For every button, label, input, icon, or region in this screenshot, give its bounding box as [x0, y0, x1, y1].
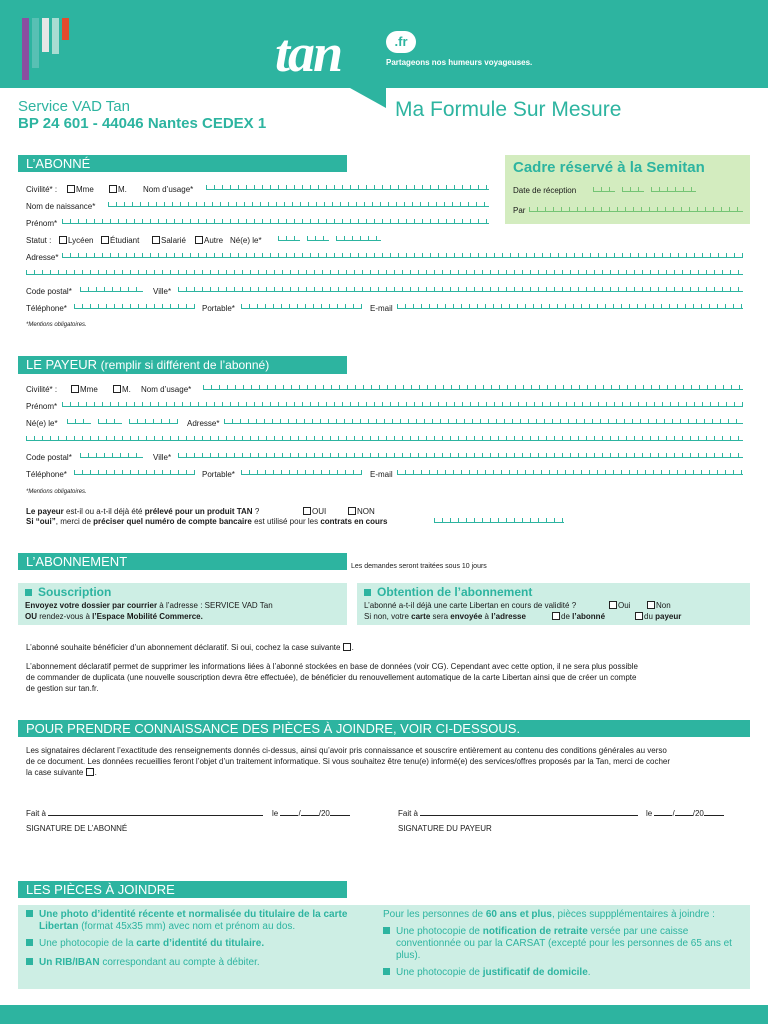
prenom-label: Prénom* [26, 219, 58, 228]
portable-field[interactable] [241, 300, 362, 309]
payeur-civilite-label: Civilité* : [26, 385, 58, 394]
payeur-adresse-field-1[interactable] [224, 415, 743, 424]
salarie-checkbox[interactable]: Salarié [152, 236, 186, 246]
payeur-birth-day[interactable] [67, 415, 91, 424]
newsletter-checkbox[interactable] [86, 768, 94, 776]
date-payeur: le / /20 [646, 807, 724, 819]
telephone-label: Téléphone* [26, 304, 67, 313]
declaratif-line: L’abonné souhaite bénéficier d’un abonnement déclaratif. Si oui, cochez la case suivante . [26, 643, 354, 652]
souscription-box [18, 583, 347, 625]
birth-day-field[interactable] [278, 232, 300, 241]
mme-checkbox[interactable]: Mme [67, 185, 94, 195]
section-pieces-info: POUR PRENDRE CONNAISSANCE DES PIÈCES À JOINDRE, VOIR CI-DESSOUS. [18, 720, 750, 737]
payeur-tel-label: Téléphone* [26, 470, 67, 479]
payeur-m-checkbox[interactable]: M. [113, 385, 131, 395]
m-checkbox[interactable]: M. [109, 185, 127, 195]
ville-field[interactable] [178, 283, 743, 292]
payeur-adresse-label: Adresse* [187, 419, 220, 428]
civilite-label: Civilité* : [26, 185, 58, 194]
payeur-email-field[interactable] [397, 466, 743, 475]
reserved-date-label: Date de réception [513, 186, 577, 195]
section-payeur: LE PAYEUR (remplir si différent de l’abonné) [18, 356, 347, 374]
payeur-account-field[interactable] [434, 514, 564, 523]
payeur-birth-month[interactable] [98, 415, 122, 424]
payeur-birth-year[interactable] [129, 415, 178, 424]
tan-logo: tan [275, 23, 342, 83]
portable-label: Portable* [202, 304, 235, 313]
fait-a-abonne: Fait à [26, 807, 263, 819]
birth-year-field[interactable] [336, 232, 381, 241]
statut-label: Statut : [26, 236, 52, 245]
souscription-line-1: Envoyez votre dossier par courrier à l’adresse : SERVICE VAD Tan [25, 601, 273, 610]
pieces-list-left: Une photo d’identité récente et normalisée du titulaire de la carte Libertan (format 45x35 mm) avec nom et prénom au dos. Une photocopie de la carte d’identité du titulaire. Un RIB/IBAN correspondant au compte à débiter. [26, 909, 374, 969]
nom-naissance-field[interactable] [108, 198, 489, 207]
payeur-prenom-field[interactable] [62, 398, 743, 407]
email-field[interactable] [397, 300, 743, 309]
color-stripes [22, 18, 72, 88]
tagline: Partageons nos humeurs voyageuses. [386, 58, 533, 67]
adresse-field-2[interactable] [26, 266, 743, 275]
header-notch [350, 88, 386, 108]
nom-usage-label: Nom d’usage* [143, 185, 194, 194]
payeur-question: Le payeur est-il ou a-t-il déjà été prélevé pour un produit TAN ? [26, 507, 260, 516]
souscription-title: Souscription [25, 585, 111, 599]
reserved-by-field[interactable] [529, 203, 743, 212]
section-abonnement: L’ABONNEMENT [18, 553, 347, 570]
logo-fr-badge: .fr [386, 31, 416, 53]
declaratif-paragraph: L’abonnement déclaratif permet de supprimer les informations liées à l’abonné stockées en base de données (voir CG). Cependant avec cette option, il ne sera plus possible de commander de duplicata (une nouvelle souscription devra être effectuée), de bénéficier du renouvellement automatique de la carte Libertan ainsi que de créer un compte de gestion sur tan.fr. [26, 662, 638, 693]
carte-oui-checkbox[interactable]: Oui [609, 601, 630, 611]
payeur-ville-field[interactable] [178, 449, 743, 458]
nom-usage-field[interactable] [206, 181, 489, 190]
fait-a-payeur: Fait à [398, 807, 638, 819]
header-band [0, 0, 768, 88]
payeur-oui-checkbox[interactable]: OUI [303, 507, 326, 517]
adresse-label: Adresse* [26, 253, 59, 262]
payeur-mentions-note: *Mentions obligatoires. [26, 489, 87, 495]
ville-label: Ville* [153, 287, 172, 296]
email-label: E-mail [370, 304, 393, 313]
nele-label: Né(e) le* [230, 236, 262, 245]
envoi-abonne-checkbox[interactable]: de l’abonné [552, 612, 605, 622]
section-abonne: L’ABONNÉ [18, 155, 347, 172]
payeur-nom-usage-label: Nom d’usage* [141, 385, 192, 394]
payeur-cp-field[interactable] [80, 449, 143, 458]
obtention-line-1: L’abonné a-t-il déjà une carte Libertan en cours de validité ? [364, 601, 577, 610]
payeur-nele-label: Né(e) le* [26, 419, 58, 428]
payeur-si-oui: Si “oui”, merci de préciser quel numéro de compte bancaire est utilisé pour les contrats en cours [26, 517, 388, 526]
souscription-line-2: OU rendez-vous à l’Espace Mobilité Commerce. [25, 612, 203, 621]
telephone-field[interactable] [74, 300, 195, 309]
mentions-note: *Mentions obligatoires. [26, 322, 87, 328]
adresse-field-1[interactable] [62, 249, 743, 258]
signature-payeur-label: SIGNATURE DU PAYEUR [398, 824, 492, 833]
service-address: Service VAD Tan BP 24 601 - 44046 Nantes CEDEX 1 [18, 98, 267, 132]
payeur-ville-label: Ville* [153, 453, 172, 462]
code-postal-label: Code postal* [26, 287, 72, 296]
reserved-by-label: Par [513, 206, 526, 215]
payeur-email-label: E-mail [370, 470, 393, 479]
lyceen-checkbox[interactable]: Lycéen [59, 236, 94, 246]
code-postal-field[interactable] [80, 283, 143, 292]
autre-checkbox[interactable]: Autre [195, 236, 223, 246]
payeur-cp-label: Code postal* [26, 453, 72, 462]
date-abonne: le / /20 [272, 807, 350, 819]
etudiant-checkbox[interactable]: Étudiant [101, 236, 139, 246]
footer-band [0, 1005, 768, 1024]
carte-non-checkbox[interactable]: Non [647, 601, 671, 611]
fait-a-payeur-field[interactable] [420, 807, 638, 816]
payeur-portable-label: Portable* [202, 470, 235, 479]
fait-a-abonne-field[interactable] [48, 807, 263, 816]
declaratif-checkbox[interactable] [343, 643, 351, 651]
obtention-box [357, 583, 750, 625]
payeur-portable-field[interactable] [241, 466, 362, 475]
reserved-date-field[interactable] [593, 183, 615, 192]
payeur-nom-usage-field[interactable] [203, 381, 743, 390]
birth-month-field[interactable] [307, 232, 329, 241]
signature-abonne-label: SIGNATURE DE L’ABONNÉ [26, 824, 128, 833]
envoi-payeur-checkbox[interactable]: du payeur [635, 612, 681, 622]
payeur-non-checkbox[interactable]: NON [348, 507, 375, 517]
form-title: Ma Formule Sur Mesure [395, 98, 622, 121]
prenom-field[interactable] [62, 215, 489, 224]
section-pieces: LES PIÈCES À JOINDRE [18, 881, 347, 898]
obtention-line-2: Si non, votre carte sera envoyée à l’adresse [364, 612, 526, 621]
payeur-prenom-label: Prénom* [26, 402, 58, 411]
declaration-paragraph: Les signataires déclarent l’exactitude des renseignements donnés ci-dessus, ainsi qu’avoir pris connaissance et souscrire entièrement au contenu des conditions générales au verso de ce document. Les données recueillies feront l’objet d’un traitement informatique. Si vous souhaitez être tenu(e) informé(e) des services/offres proposés par la Tan, merci de cocher la case suivante . [26, 746, 671, 777]
payeur-mme-checkbox[interactable]: Mme [71, 385, 98, 395]
pieces-list-right: Pour les personnes de 60 ans et plus, pièces suppplémentaires à joindre : Une photocopie de notification de retraite versée par une caisse conventionnée ou par la CARSAT (excepté pour les personnes de 65 ans et plus). Une photocopie de justificatif de domicile. [383, 909, 732, 978]
reserved-box [505, 155, 750, 224]
payeur-tel-field[interactable] [74, 466, 195, 475]
nom-naissance-label: Nom de naissance* [26, 202, 96, 211]
reserved-title: Cadre réservé à la Semitan [513, 159, 705, 176]
abonnement-delay-note: Les demandes seront traitées sous 10 jours [351, 563, 487, 570]
payeur-adresse-field-2[interactable] [26, 432, 743, 441]
obtention-title: Obtention de l’abonnement [364, 585, 532, 599]
